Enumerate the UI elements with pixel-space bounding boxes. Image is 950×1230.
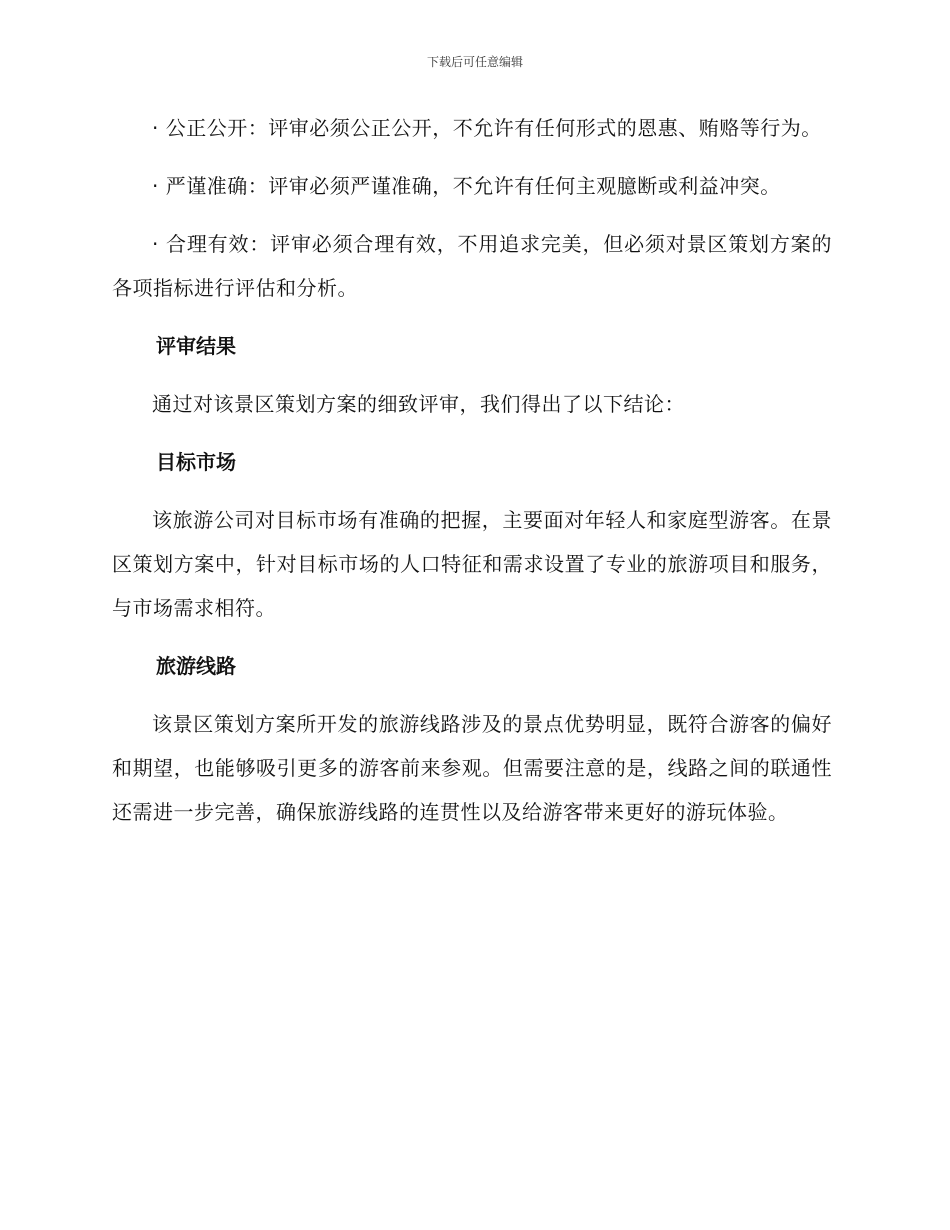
review-conclusion-intro: 通过对该景区策划方案的细致评审，我们得出了以下结论：	[152, 392, 685, 416]
heading-tour-routes: 旅游线路	[156, 654, 236, 678]
document-body	[112, 106, 832, 848]
principle-effectiveness: · 合理有效：评审必须合理有效，不用追求完美，但必须对景区策划方案的各项指标进行评估和分析。	[112, 232, 832, 300]
principle-fairness: · 公正公开：评审必须公正公开，不允许有任何形式的恩惠、贿赂等行为。	[152, 116, 822, 140]
heading-review-results: 评审结果	[156, 334, 236, 358]
heading-target-market: 目标市场	[156, 450, 236, 474]
target-market-paragraph: 该旅游公司对目标市场有准确的把握，主要面对年轻人和家庭型游客。在景区策划方案中，针对目标市场的人口特征和需求设置了专业的旅游项目和服务，与市场需求相符。	[112, 508, 832, 620]
principle-rigor: · 严谨准确：评审必须严谨准确，不允许有任何主观臆断或利益冲突。	[152, 174, 781, 198]
page-header: 下载后可任意编辑	[426, 55, 523, 69]
tour-routes-paragraph: 该景区策划方案所开发的旅游线路涉及的景点优势明显，既符合游客的偏好和期望，也能够吸引更多的游客前来参观。但需要注意的是，线路之间的联通性还需进一步完善，确保旅游线路的连贯性以及给游客带来更好的游玩体验。	[112, 712, 832, 824]
